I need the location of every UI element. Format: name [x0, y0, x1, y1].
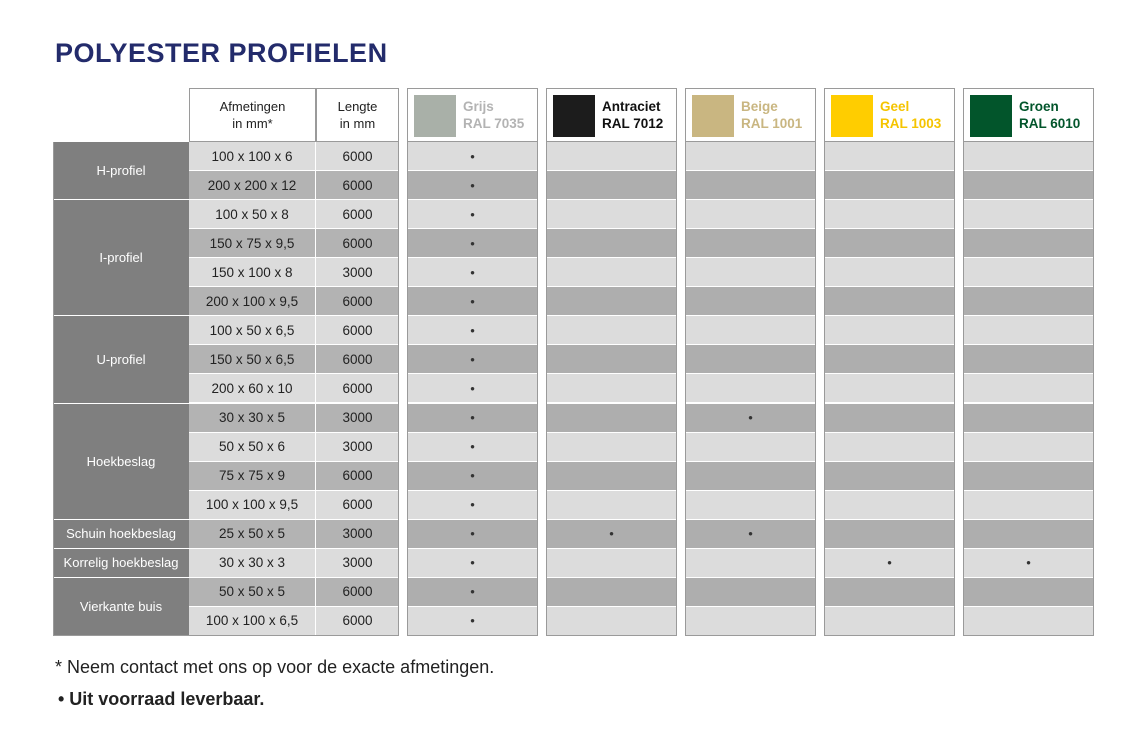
header-afmetingen-line1: Afmetingen [219, 99, 286, 114]
cell-antraciet [546, 345, 677, 374]
cell-beige [685, 404, 816, 433]
cell-beige [685, 171, 816, 200]
cell-lengte: 6000 [316, 287, 399, 316]
header-afmetingen [189, 88, 316, 142]
cell-grijs [407, 258, 538, 287]
cell-afmeting: 50 x 50 x 5 [189, 578, 316, 607]
availability-dot: • [470, 410, 475, 426]
cell-geel [824, 549, 955, 578]
color-swatch-groen [970, 95, 1012, 137]
cell-afmeting: 200 x 200 x 12 [189, 171, 316, 200]
group-label-hoekbeslag: Hoekbeslag [53, 404, 189, 520]
footnote-dimensions: * Neem contact met ons op voor de exacte afmetingen. [55, 657, 495, 677]
cell-geel [824, 433, 955, 462]
cell-beige [685, 578, 816, 607]
cell-antraciet [546, 258, 677, 287]
availability-dot: • [470, 264, 475, 280]
availability-dot: • [470, 613, 475, 629]
cell-afmeting: 100 x 100 x 6,5 [189, 607, 316, 636]
cell-beige [685, 345, 816, 374]
color-name: Geel [880, 99, 910, 114]
header-afmetingen-line2: in mm* [232, 116, 273, 131]
cell-groen [963, 578, 1094, 607]
color-swatch-grijs [414, 95, 456, 137]
availability-dot: • [470, 497, 475, 513]
cell-geel [824, 462, 955, 491]
cell-lengte: 6000 [316, 374, 399, 403]
cell-antraciet [546, 374, 677, 403]
color-name: Groen [1019, 99, 1059, 114]
cell-antraciet [546, 520, 677, 549]
color-name: Grijs [463, 99, 494, 114]
color-label-beige [741, 98, 802, 132]
cell-groen [963, 433, 1094, 462]
header-lengte-line1: Lengte [337, 99, 378, 114]
cell-antraciet [546, 549, 677, 578]
cell-antraciet [546, 433, 677, 462]
cell-beige [685, 462, 816, 491]
cell-afmeting: 100 x 100 x 9,5 [189, 491, 316, 520]
group-label-schuin-hoekbeslag: Schuin hoekbeslag [53, 520, 189, 549]
cell-geel [824, 520, 955, 549]
cell-beige [685, 607, 816, 636]
cell-grijs [407, 287, 538, 316]
cell-antraciet [546, 171, 677, 200]
color-ral-code: RAL 7035 [463, 116, 525, 131]
cell-beige [685, 374, 816, 403]
cell-afmeting: 50 x 50 x 6 [189, 433, 316, 462]
availability-dot: • [470, 584, 475, 600]
availability-dot: • [470, 555, 475, 571]
availability-dot: • [470, 468, 475, 484]
cell-groen [963, 200, 1094, 229]
header-color-groen [963, 88, 1094, 142]
color-label-grijs [463, 98, 524, 132]
cell-groen [963, 229, 1094, 258]
cell-antraciet [546, 578, 677, 607]
availability-dot: • [748, 526, 753, 542]
availability-dot: • [470, 177, 475, 193]
cell-afmeting: 200 x 100 x 9,5 [189, 287, 316, 316]
header-lengte [316, 88, 399, 142]
cell-lengte: 3000 [316, 404, 399, 433]
cell-lengte: 6000 [316, 316, 399, 345]
cell-groen [963, 491, 1094, 520]
cell-groen [963, 404, 1094, 433]
cell-lengte: 6000 [316, 578, 399, 607]
cell-geel [824, 491, 955, 520]
cell-beige [685, 491, 816, 520]
cell-antraciet [546, 316, 677, 345]
availability-dot: • [470, 526, 475, 542]
cell-lengte: 3000 [316, 520, 399, 549]
cell-afmeting: 30 x 30 x 5 [189, 404, 316, 433]
cell-antraciet [546, 229, 677, 258]
cell-afmeting: 75 x 75 x 9 [189, 462, 316, 491]
cell-afmeting: 30 x 30 x 3 [189, 549, 316, 578]
cell-grijs [407, 229, 538, 258]
color-label-groen [1019, 98, 1080, 132]
group-label-u-profiel: U-profiel [53, 316, 189, 403]
cell-lengte: 6000 [316, 345, 399, 374]
cell-afmeting: 150 x 100 x 8 [189, 258, 316, 287]
cell-groen [963, 374, 1094, 403]
cell-lengte: 6000 [316, 200, 399, 229]
color-ral-code: RAL 6010 [1019, 116, 1081, 131]
group-label-h-profiel: H-profiel [53, 142, 189, 200]
cell-groen [963, 258, 1094, 287]
group-label-korrelig-hoekbeslag: Korrelig hoekbeslag [53, 549, 189, 578]
cell-grijs [407, 520, 538, 549]
cell-antraciet [546, 287, 677, 316]
cell-afmeting: 150 x 75 x 9,5 [189, 229, 316, 258]
cell-lengte: 6000 [316, 142, 399, 171]
color-ral-code: RAL 1003 [880, 116, 942, 131]
cell-beige [685, 200, 816, 229]
cell-beige [685, 549, 816, 578]
cell-groen [963, 171, 1094, 200]
cell-afmeting: 100 x 100 x 6 [189, 142, 316, 171]
page-title: POLYESTER PROFIELEN [55, 38, 388, 68]
cell-grijs [407, 549, 538, 578]
cell-beige [685, 258, 816, 287]
availability-dot: • [470, 206, 475, 222]
color-name: Antraciet [602, 99, 661, 114]
header-color-geel [824, 88, 955, 142]
availability-dot: • [470, 439, 475, 455]
cell-groen [963, 316, 1094, 345]
header-color-antraciet [546, 88, 677, 142]
cell-lengte: 6000 [316, 229, 399, 258]
cell-geel [824, 578, 955, 607]
cell-antraciet [546, 142, 677, 171]
cell-grijs [407, 433, 538, 462]
cell-grijs [407, 462, 538, 491]
cell-lengte: 6000 [316, 462, 399, 491]
cell-geel [824, 316, 955, 345]
group-label-vierkante-buis: Vierkante buis [53, 578, 189, 636]
availability-dot: • [470, 148, 475, 164]
availability-dot: • [609, 526, 614, 542]
cell-geel [824, 404, 955, 433]
cell-groen [963, 607, 1094, 636]
header-color-grijs [407, 88, 538, 142]
cell-geel [824, 229, 955, 258]
cell-geel [824, 258, 955, 287]
cell-beige [685, 142, 816, 171]
cell-groen [963, 287, 1094, 316]
header-color-beige [685, 88, 816, 142]
cell-grijs [407, 374, 538, 403]
color-label-geel [880, 98, 941, 132]
cell-grijs [407, 404, 538, 433]
cell-lengte: 6000 [316, 171, 399, 200]
color-name: Beige [741, 99, 778, 114]
footnote-stock: • Uit voorraad leverbaar. [58, 689, 265, 709]
cell-grijs [407, 142, 538, 171]
cell-geel [824, 374, 955, 403]
availability-dot: • [470, 293, 475, 309]
availability-dot: • [748, 410, 753, 426]
cell-beige [685, 433, 816, 462]
cell-antraciet [546, 404, 677, 433]
cell-grijs [407, 171, 538, 200]
cell-geel [824, 287, 955, 316]
cell-afmeting: 100 x 50 x 8 [189, 200, 316, 229]
cell-groen [963, 549, 1094, 578]
cell-geel [824, 200, 955, 229]
cell-antraciet [546, 491, 677, 520]
cell-lengte: 3000 [316, 433, 399, 462]
cell-groen [963, 462, 1094, 491]
cell-groen [963, 142, 1094, 171]
cell-geel [824, 345, 955, 374]
header-lengte-line2: in mm [339, 116, 376, 131]
group-label-i-profiel: I-profiel [53, 200, 189, 316]
availability-dot: • [470, 322, 475, 338]
cell-grijs [407, 316, 538, 345]
cell-lengte: 6000 [316, 607, 399, 636]
color-ral-code: RAL 7012 [602, 116, 664, 131]
color-ral-code: RAL 1001 [741, 116, 803, 131]
cell-grijs [407, 491, 538, 520]
color-swatch-antraciet [553, 95, 595, 137]
cell-groen [963, 520, 1094, 549]
cell-grijs [407, 200, 538, 229]
cell-beige [685, 229, 816, 258]
availability-dot: • [470, 235, 475, 251]
cell-afmeting: 100 x 50 x 6,5 [189, 316, 316, 345]
cell-grijs [407, 578, 538, 607]
cell-lengte: 3000 [316, 258, 399, 287]
cell-afmeting: 25 x 50 x 5 [189, 520, 316, 549]
availability-dot: • [1026, 555, 1031, 571]
cell-lengte: 3000 [316, 549, 399, 578]
cell-antraciet [546, 200, 677, 229]
cell-groen [963, 345, 1094, 374]
cell-beige [685, 520, 816, 549]
cell-afmeting: 200 x 60 x 10 [189, 374, 316, 403]
cell-antraciet [546, 462, 677, 491]
cell-afmeting: 150 x 50 x 6,5 [189, 345, 316, 374]
cell-antraciet [546, 607, 677, 636]
cell-geel [824, 171, 955, 200]
cell-geel [824, 607, 955, 636]
cell-grijs [407, 607, 538, 636]
availability-dot: • [470, 380, 475, 396]
availability-dot: • [887, 555, 892, 571]
cell-grijs [407, 345, 538, 374]
color-swatch-beige [692, 95, 734, 137]
color-swatch-geel [831, 95, 873, 137]
cell-beige [685, 316, 816, 345]
cell-lengte: 6000 [316, 491, 399, 520]
cell-beige [685, 287, 816, 316]
cell-geel [824, 142, 955, 171]
color-label-antraciet [602, 98, 663, 132]
availability-dot: • [470, 351, 475, 367]
